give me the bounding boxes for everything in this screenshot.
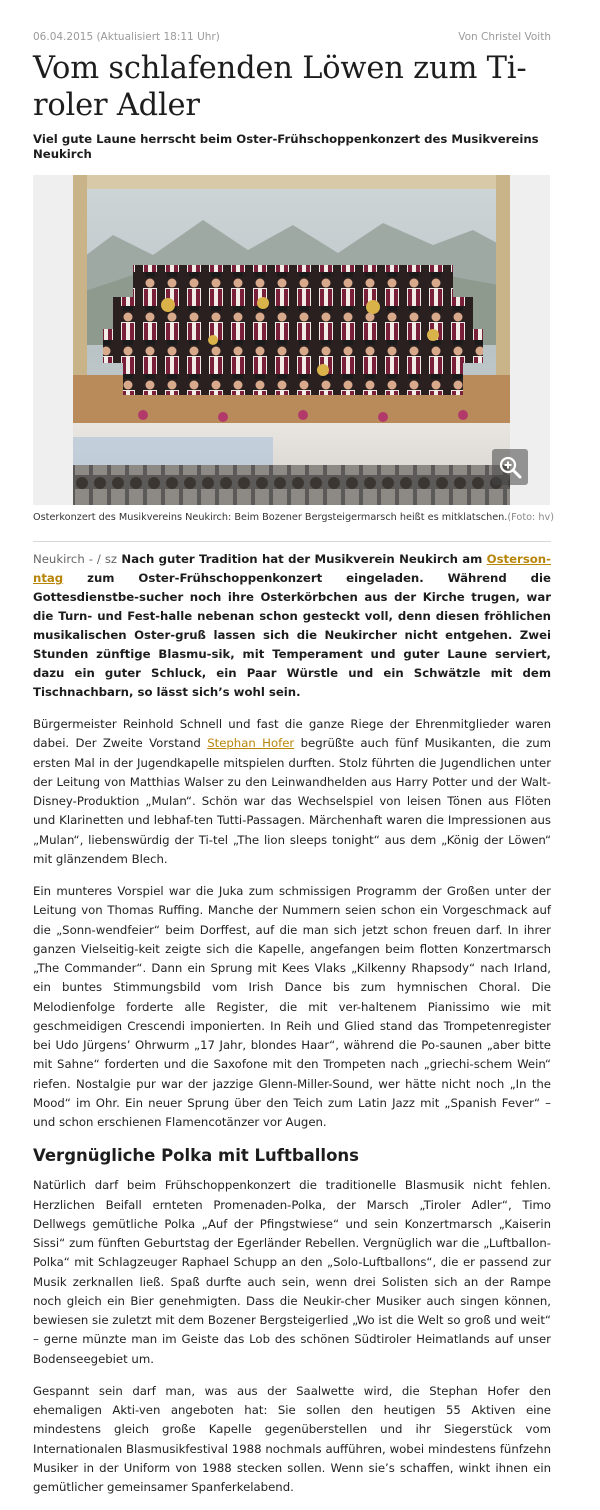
article-title: Vom schlafenden Löwen zum Ti-roler Adler — [33, 51, 527, 123]
photo-caption — [33, 512, 555, 528]
p1-text-end: begrüßte auch fünf Musikanten, die zum ersten Mal in der Jugendkapelle mitspielen durften. Stolz führten die Jugendlichen unter der Leitung von Matthias Walser zu den Leinwandhelden aus Harry Potter und der Walt-Disney-Produktion „Mulan“. Schön war das Wechselspiel von leisen Tönen aus Flöten und Klarinetten und lebhaf-ten Tutti-Passagen. Märchenhaft waren die Impressionen aus „Mulan“, liebenswürdig der Ti-tel „The lion sleeps tonight“ aus dem „König der Löwen“ mit glänzendem Blech. — [33, 736, 551, 866]
section-heading: Vergnügliche Polka mit Luftballons — [33, 1146, 359, 1166]
link-ostersonntag[interactable]: Osterson-ntag — [33, 552, 551, 585]
p1-text-start: Bürgermeister Reinhold Schnell und fast die ganze Riege der Ehrenmitglieder waren dabei. Der Zweite Vorstand — [33, 717, 551, 751]
zoom-button[interactable] — [492, 449, 528, 485]
zoom-in-icon — [498, 455, 522, 479]
paragraph-1 — [33, 715, 551, 869]
article-figure — [33, 175, 550, 505]
link-stephan-hofer[interactable]: Stephan Hofer — [207, 736, 295, 751]
paragraph-2: Ein munteres Vorspiel war die Juka zum schmissigen Programm der Großen unter der Leitung von Thomas Ruffing. Manche der Nummern seien schon ein Vorgeschmack auf die „Sonn-wendfeier“ beim Dorffest, auf die man sich jetzt schon freuen darf. In ihrer ganzen Vielseitig-keit zeigte sich die Kapelle, angefangen beim flotten Konzertmarsch „The Commander“. Dann ein Sprung mit Kees Vlaks „Kilkenny Rhapsody“ nach Irland, ein buntes Stimmungsbild vom Irish Dance bis zum hymnischen Choral. Die Melodienfolge forderte alle Register, die mit ver-haltenem Pianissimo wie mit geschmeidigen Crescendi imponierten. In Reih und Glied stand das Trompetenregister bei Udo Jürgens’ Ohrwurm „17 Jahr, blondes Haar“, während die Po-saunen „aber bitte mit Sahne“ forderten und die Saxofone mit den Trompeten nach „griechi-schem Wein“ riefen. Nostalgie pur war der jazzige Glenn-Miller-Sound, wer hätte nicht noch „In the Mood“ im Ohr. Ein neuer Sprung über den Teich zum Latin Jazz mit „Spanish Fever“ – und schon erschienen Flamencotänzer vor Augen. — [33, 884, 551, 1129]
photo-credit: (Foto: hv) — [507, 512, 555, 523]
dateline: Neukirch - / sz — [33, 552, 118, 566]
author-byline: Von Christel Voith — [458, 31, 551, 43]
lead-paragraph — [33, 550, 551, 702]
paragraph-4: Gespannt sein darf man, was aus der Saalwette wird, die Stephan Hofer den ehemaligen Akti-ven angeboten hat: Sie sollen den heutigen 55 Aktiven eine mindestens gleich große Kapelle gegenüberstellen und ihr Siegerstück vom Internationalen Blasmusikfestival 1988 nochmals aufführen, wobei mindestens fünfzehn Musiker in der Uniform von 1988 stecken sollen. Wenn sie’s schaffen, winkt ihnen ein gemütlicher gemeinsamer Spanferkelabend. — [33, 1383, 551, 1494]
lead-text-end: zum Oster-Frühschoppenkonzert eingeladen. Während die Gottesdienstbe-sucher noch ihre Osterkörbchen aus der Kirche trugen, war die Turn- und Fest-halle nebenan schon gesteckt voll, denn diesen fröhlichen musikalischen Oster-gruß lassen sich die Neukircher nicht entgehen. Zwei Stunden zünftige Blasmu-sik, mit Temperament und guter Laune serviert, dazu ein guter Schluck, ein Paar Würstle und ein Schwätzle mit dem Tischnachbarn, so lässt sich’s wohl sein. — [33, 571, 551, 699]
divider — [33, 541, 551, 542]
lead-text-start: Nach guter Tradition hat der Musikverein Neukirch am — [121, 552, 483, 566]
publish-date: 06.04.2015 (Aktualisiert 18:11 Uhr) — [33, 31, 220, 43]
article-subtitle: Viel gute Laune herrscht beim Oster-Frühschoppenkonzert des Musikvereins Neukirch — [33, 132, 539, 161]
caption-text: Osterkonzert des Musikvereins Neukirch: Beim Bozener Bergsteigermarsch heißt es mitklatschen. — [33, 512, 508, 523]
article-meta — [33, 31, 551, 47]
concert-photo[interactable] — [73, 175, 510, 505]
article-body — [33, 550, 551, 1510]
paragraph-3: Natürlich darf beim Frühschoppenkonzert die traditionelle Blasmusik nicht fehlen. Herzlichen Beifall ernteten Promenaden-Polka, der Marsch „Tiroler Adler“, Timo Dellwegs gemütliche Polka „Auf der Pfingstwiese“ und sein Konzertmarsch „Kaiserin Sissi“ zum fünften Geburtstag der Egerländer Rebellen. Vergnüglich war die „Luftballon-Polka“ mit Schlagzeuger Raphael Schupp an den „Solo-Luftballons“, die er passend zur Musik zerknallen ließ. Spaß durfte auch sein, wenn drei Solisten sich an der Rampe noch gleich ein Bier genehmigten. Dass die Neukir-cher Musiker auch singen können, bewiesen sie zuletzt mit dem Bozener Bergsteigerlied „Wo ist die Welt so groß und weit“ – gerne münzte man im Geiste das Lob des schönen Südtiroler Heimatlands auf unser Bodenseegebiet um. — [33, 1178, 551, 1366]
